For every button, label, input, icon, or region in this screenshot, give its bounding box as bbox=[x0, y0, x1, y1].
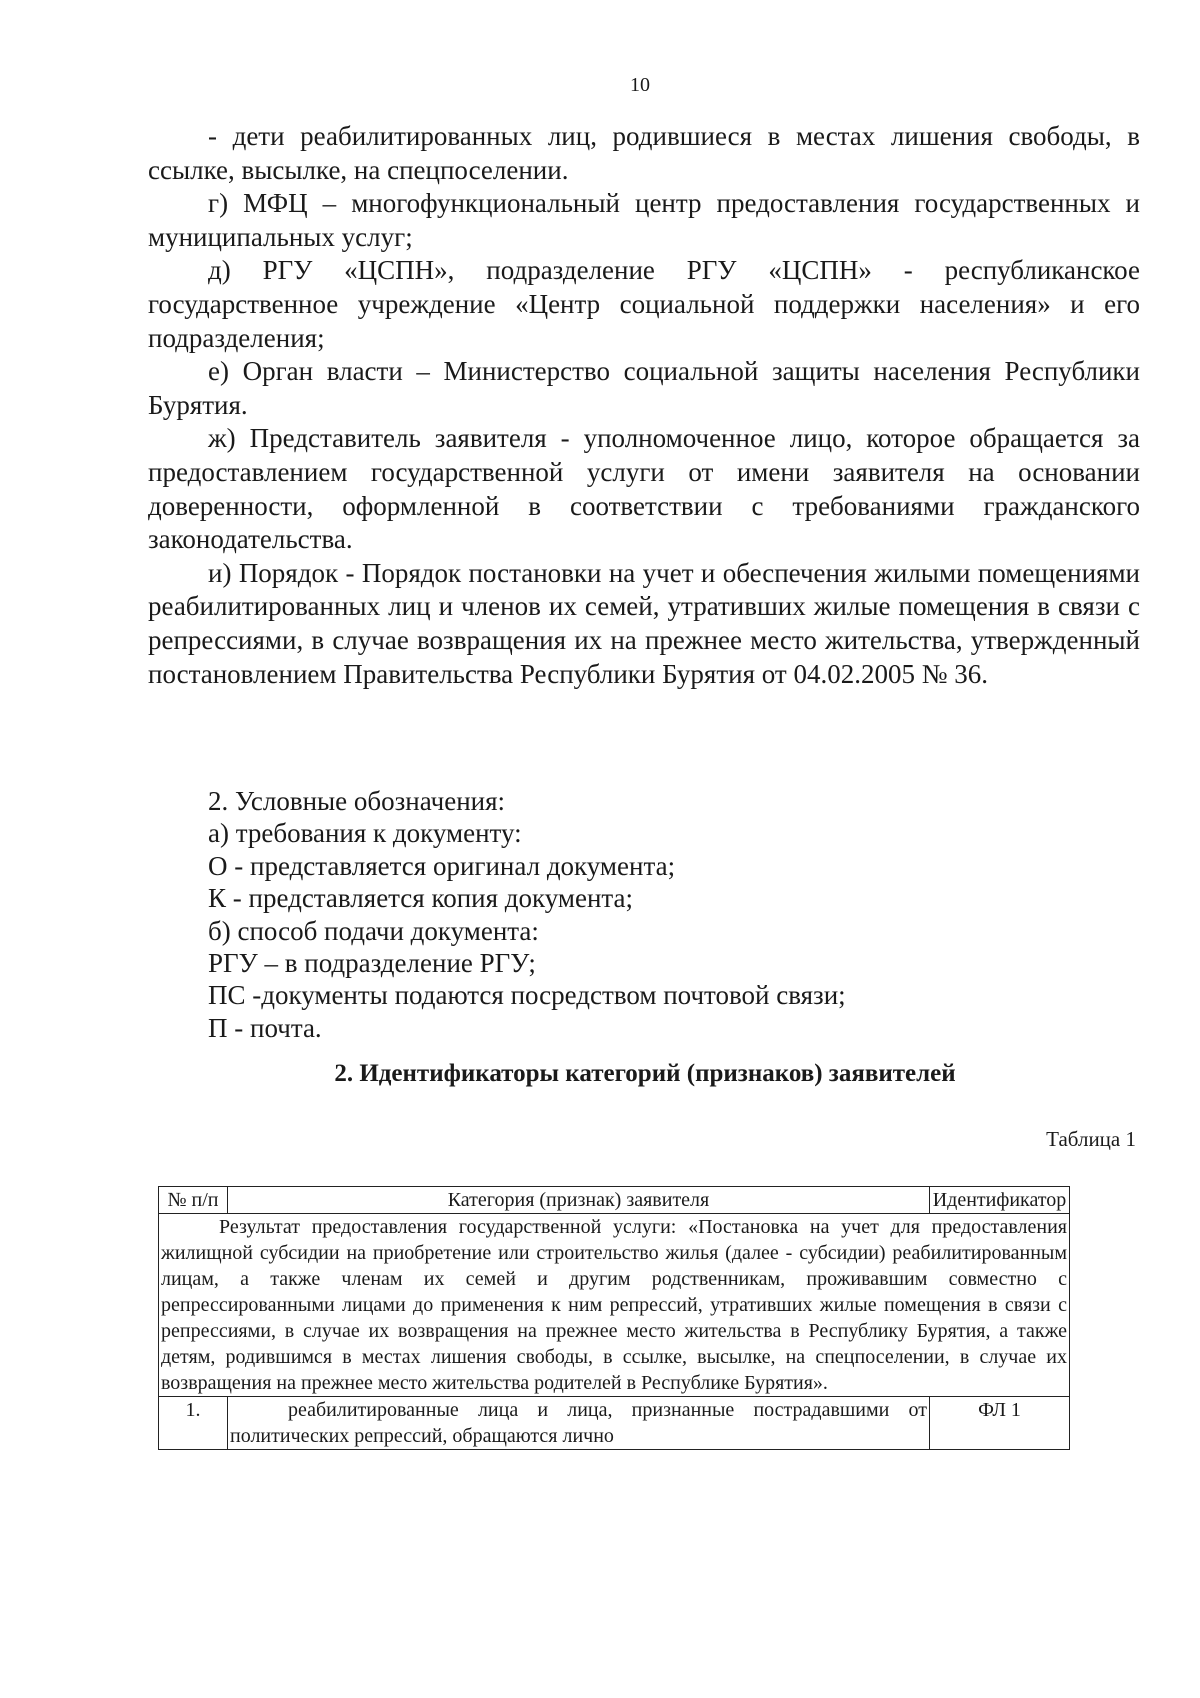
table-header-row bbox=[159, 1187, 1070, 1214]
legend-line: РГУ – в подразделение РГУ; bbox=[208, 948, 536, 979]
legend-line: О - представляется оригинал документа; bbox=[208, 850, 676, 881]
paragraph: г) МФЦ – многофункциональный центр предоставления государственных и муниципальных услуг; bbox=[148, 188, 1140, 252]
applicants-table bbox=[158, 1186, 1070, 1450]
legend-line: 2. Условные обозначения: bbox=[208, 786, 506, 816]
legend-line: ПС -документы подаются посредством почтовой связи; bbox=[208, 980, 846, 1011]
row-num: 1. bbox=[159, 1397, 228, 1450]
row-category: реабилитированные лица и лица, признанные пострадавшими от политических репрессий, обращаются лично bbox=[228, 1397, 930, 1450]
page-number: 10 bbox=[630, 74, 650, 96]
legend-block bbox=[208, 785, 1108, 1044]
table-caption: Таблица 1 bbox=[1046, 1127, 1136, 1151]
paragraph: - дети реабилитированных лиц, родившиеся в местах лишения свободы, в ссылке, высылке, на спецпоселении. bbox=[148, 121, 1140, 185]
paragraph: и) Порядок - Порядок постановки на учет и обеспечения жилыми помещениями реабилитированных лиц и членов их семей, утративших жилые помещения в связи с репрессиями, в случае возвращения их на прежнее место жительства, утвержденный постановлением Правительства Республики Бурятия от 04.02.2005 № 36. bbox=[148, 557, 1140, 689]
legend-line: К - представляется копия документа; bbox=[208, 883, 634, 914]
row-identifier: ФЛ 1 bbox=[930, 1397, 1070, 1450]
table-row bbox=[159, 1397, 1070, 1450]
header-num: № п/п bbox=[159, 1187, 228, 1214]
header-category: Категория (признак) заявителя bbox=[228, 1187, 930, 1214]
paragraph: ж) Представитель заявителя - уполномоченное лицо, которое обращается за предоставлением государственной услуги от имени заявителя на основании доверенности, оформленной в соответствии с требованиями гражданского законодательства. bbox=[148, 423, 1140, 555]
table-row bbox=[159, 1214, 1070, 1397]
definitions-text bbox=[148, 120, 1140, 691]
legend-line: П - почта. bbox=[208, 1012, 322, 1043]
paragraph: е) Орган власти – Министерство социальной защиты населения Республики Бурятия. bbox=[148, 356, 1140, 420]
legend-line: а) требования к документу: bbox=[208, 818, 522, 849]
result-cell: Результат предоставления государственной услуги: «Постановка на учет для предоставления жилищной субсидии на приобретение или строительство жилья (далее - субсидии) реабилитированным лицам, а также членам их семей и другим родственникам, проживавшим совместно с репрессированными лицами до применения к ним репрессий, утративших жилые помещения в связи с репрессиями, в случае их возвращения на прежнее место жительства в Республику Бурятия, а также детям, родившимся в местах лишения свободы, в ссылке, высылке, на спецпоселении, в случае их возвращения на прежнее место жительства родителей в Республике Бурятия». bbox=[159, 1214, 1070, 1397]
section-title: 2. Идентификаторы категорий (признаков) заявителей bbox=[334, 1060, 956, 1087]
legend-line: б) способ подачи документа: bbox=[208, 915, 539, 946]
header-identifier: Идентификатор bbox=[930, 1187, 1070, 1214]
paragraph: д) РГУ «ЦСПН», подразделение РГУ «ЦСПН» - республиканское государственное учреждение «Центр социальной поддержки населения» и его подразделения; bbox=[148, 255, 1140, 353]
